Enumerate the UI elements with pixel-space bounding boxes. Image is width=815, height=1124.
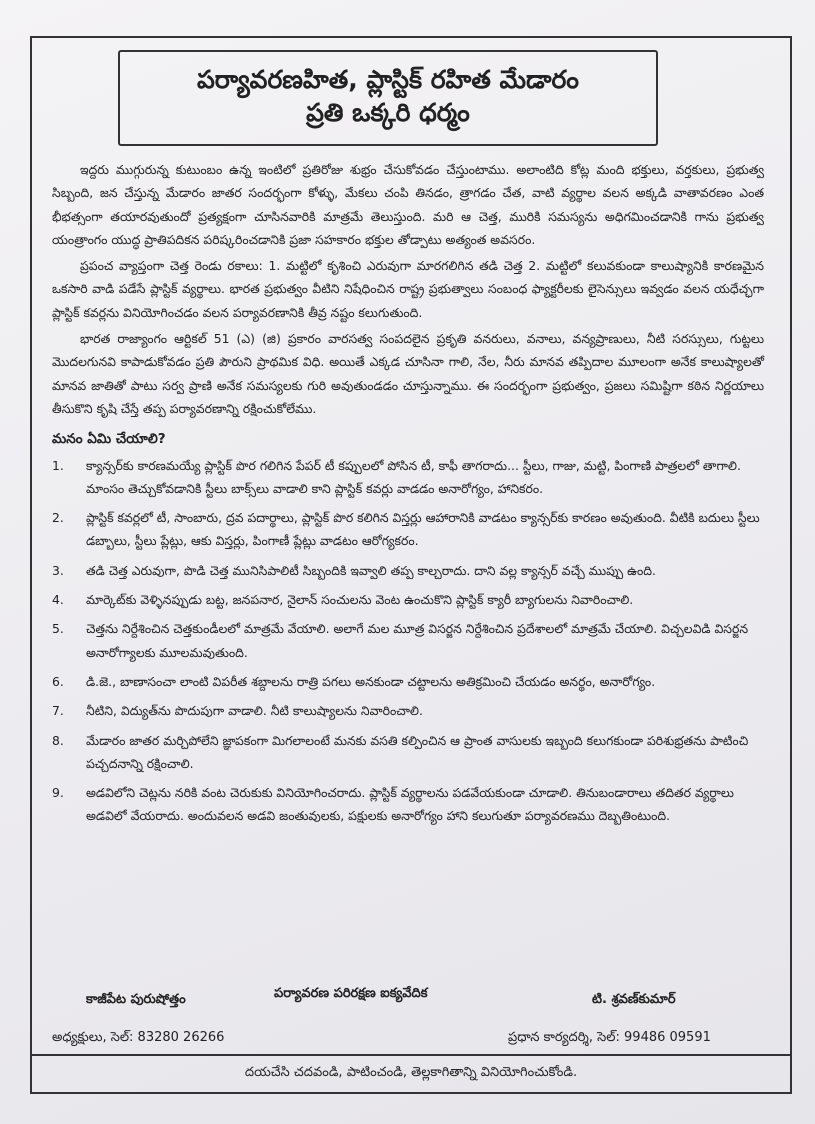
point-text: మేడారం జాతర మర్చిపోలేని జ్ఞాపకంగా మిగలాలంటే మనకు వసతి కల్పించిన ఆ ప్రాంత వాసులకు ఇబ్బంది కలుగకుండా పరిశుభ్రతను పాటించి పచ్చదనాన్ని రక్షించాలి. (86, 732, 749, 771)
list-item (52, 588, 764, 611)
point-number: 5. (52, 621, 64, 637)
list-item (52, 454, 764, 501)
organization-name: పర్యావరణ పరిరక్షణ ఐక్యవేదిక (274, 986, 428, 1001)
signatory-right-name: టి. శ్రవణ్‌కుమార్ (592, 992, 676, 1007)
point-number: 6. (52, 673, 64, 689)
point-number: 8. (52, 732, 64, 748)
point-text: క్యాన్సర్‌కు కారణమయ్యే ప్లాస్టిక్ పొర గలిగిన పేపర్ టీ కప్పులలో పోసిన టీ, కాఫీ తాగరాదు... స్టీలు, గాజు, మట్టి, పింగాణి పాత్రలలో తాగాలి. మాంసం తెచ్చుకోవడానికి స్టీలు బాక్స్‌లు వాడాలి కాని ప్లాస్టిక్ కవర్లు వాడడం అనారోగ్యం, హానికరం. (86, 457, 741, 496)
body-content (52, 158, 764, 834)
list-item (52, 617, 764, 664)
list-item (52, 729, 764, 776)
title-box (118, 50, 658, 146)
point-number: 2. (52, 510, 64, 526)
point-text: చెత్తను నిర్దేశించిన చెత్తకుండీలలో మాత్రమే వేయాలి. అలాగే మల మూత్ర విసర్జన నిర్దేశించిన ప్రదేశాలలో మాత్రమే చేయాలి. విచ్చలవిడి విసర్జన అనారోగ్యాలకు మూలమవుతుంది. (86, 621, 749, 660)
point-text: నీటిని, విద్యుత్‌ను పొదుపుగా వాడాలి. నీటి కాలుష్యాలను నివారించాలి. (86, 703, 423, 719)
list-item (52, 559, 764, 582)
signature-footer (52, 986, 764, 1056)
point-text: డి.జె., బాణాసంచా లాంటి విపరీత శబ్దాలను రాత్రి పగలు అనకుండా చట్టాలను అతిక్రమించి చేయడం అనర్థం, అనారోగ్యం. (86, 673, 656, 689)
signatory-left-role: అధ్యక్షులు, సెల్: 83280 26266 (52, 1030, 225, 1045)
point-number: 3. (52, 562, 64, 578)
bottom-appeal: దయచేసి చదవండి, పాటించండి, తెల్లకాగితాన్ని వినియోగించుకోండి. (244, 1065, 578, 1080)
point-text: అడవిలోని చెట్లను నరికి వంట చెరుకుకు వినియోగించరాదు. ప్లాస్టిక్ వ్యర్థాలను పడవేయకుండా చూడాలి. తినుబండారాలు తదితర వ్యర్థాలు అడవిలో వేయరాదు. అందువలన అడవి జంతువులకు, పక్షులకు అనారోగ్యం హాని కలుగుతూ పర్యావరణము దెబ్బతింటుంది. (86, 785, 734, 824)
list-item (52, 781, 764, 828)
point-text: తడి చెత్త ఎరువుగా, పొడి చెత్త మునిసిపాలిటీ సిబ్బందికి ఇవ్వాలి తప్ప కాల్చరాదు. దాని వల్ల క్యాన్సర్ వచ్చే ముప్పు ఉంది. (86, 562, 656, 578)
point-number: 7. (52, 703, 64, 719)
list-item (52, 699, 764, 722)
title-line-2: ప్రతి ఒక్కరి ధర్మం (306, 98, 470, 127)
paragraph-constitution: భారత రాజ్యాంగం ఆర్టికల్ 51 (ఎ) (జి) ప్రకారం వారసత్వ సంపదలైన ప్రకృతి వనరులు, వనాలు, వన్యప్రాణులు, నీటి సరస్సులు, గుట్టలు మొదలగునవి కాపాడుకోవడం ప్రతి పౌరుని ప్రాథమిక విధి. అయితే ఎక్కడ చూసినా గాలి, నేల, నీరు మానవ తప్పిదాల మూలంగా అనేక కాలుష్యాలతో మానవ జాతితో పాటు సర్వ ప్రాణి అనేక సమస్యలకు గురి అవుతుండడం చూస్తున్నాము. ఈ సందర్భంగా ప్రభుత్వం, ప్రజలు సమిష్టిగా కఠిన నిర్ణయాలు తీసుకొని కృషి చేస్తే తప్ప పర్యావరణాన్ని రక్షించుకోలేము. (52, 331, 764, 416)
action-points-list (52, 454, 764, 828)
point-text: ప్లాస్టిక్ కవర్లలో టీ, సాంబారు, ద్రవ పదార్థాలు, ప్లాస్టిక్ పొర కలిగిన విస్తర్లు ఆహారానికి వాడటం క్యాన్సర్‌కు కారణం అవుతుంది. వీటికి బదులు స్టీలు డబ్బాలు, స్టీలు ప్లేట్లు, ఆకు విస్తర్లు, పింగాణీ ప్లేట్లు వాడటం ఆరోగ్యకరం. (86, 510, 760, 549)
section-heading: మనం ఏమి చేయాలి? (52, 431, 166, 448)
list-item (52, 670, 764, 693)
signatory-left-name: కాజీపేట పురుషోత్తం (86, 992, 186, 1007)
point-number: 4. (52, 592, 64, 608)
paragraph-intro: ఇద్దరు ముగ్గురున్న కుటుంబం ఉన్న ఇంటిలో ప్రతిరోజు శుభ్రం చేసుకోవడం చేస్తుంటాము. అలాంటిది కోట్ల మంది భక్తులు, వర్తకులు, ప్రభుత్వ సిబ్బంది, జన చేస్తున్న మేడారం జాతర సందర్భంగా కోళ్ళు, మేకలు చంపి తినడం, త్రాగడం చేత, వాటి వ్యర్థాల వలన అక్కడి వాతావరణం ఎంత భీభత్సంగా తయారవుతుందో ప్రత్యక్షంగా చూసినవారికి మాత్రమే తెలుస్తుంది. మరి ఆ చెత్త, మురికి సమస్యను అధిగమించడానికి గాను ప్రభుత్వ యంత్రాంగం యుద్ధ ప్రాతిపదికన పరిష్కరించడానికి ప్రజా సహకారం భక్తుల తోడ్పాటు అత్యంత అవసరం. (52, 162, 764, 247)
point-number: 9. (52, 785, 64, 801)
point-text: మార్కెట్‌కు వెళ్ళినప్పుడు బట్ట, జనపనార, నైలాన్ సంచులను వెంట ఉంచుకొని ప్లాస్టిక్ క్యారీ బ్యాగులను నివారించాలి. (86, 592, 634, 608)
point-number: 1. (52, 457, 64, 473)
signatory-right-role: ప్రధాన కార్యదర్శి, సెల్: 99486 09591 (508, 1030, 711, 1045)
paragraph-waste-types: ప్రపంచ వ్యాప్తంగా చెత్త రెండు రకాలు: 1. మట్టిలో కృశించి ఎరువుగా మారగలిగిన తడి చెత్త 2. మట్టిలో కలువకుండా కాలుష్యానికి కారణమైన ఒకసారి వాడి పడేసే ప్లాస్టిక్ వ్యర్థాలు. భారత ప్రభుత్వం వీటిని నిషేధించిన రాష్ట్ర ప్రభుత్వాలు సంబంధ ఫ్యాక్టరీలకు లైసెన్సులు ఇవ్వడం వలన యధేచ్ఛగా ప్లాస్టిక్ కవర్లను వినియోగించడం వలన పర్యావరణానికి తీవ్ర నష్టం కలుగుతుంది. (52, 258, 764, 320)
title-line-1: పర్యావరణహిత, ప్లాస్టిక్ రహిత మేడారం (197, 65, 579, 94)
list-item (52, 506, 764, 553)
footer-divider (30, 1054, 792, 1056)
